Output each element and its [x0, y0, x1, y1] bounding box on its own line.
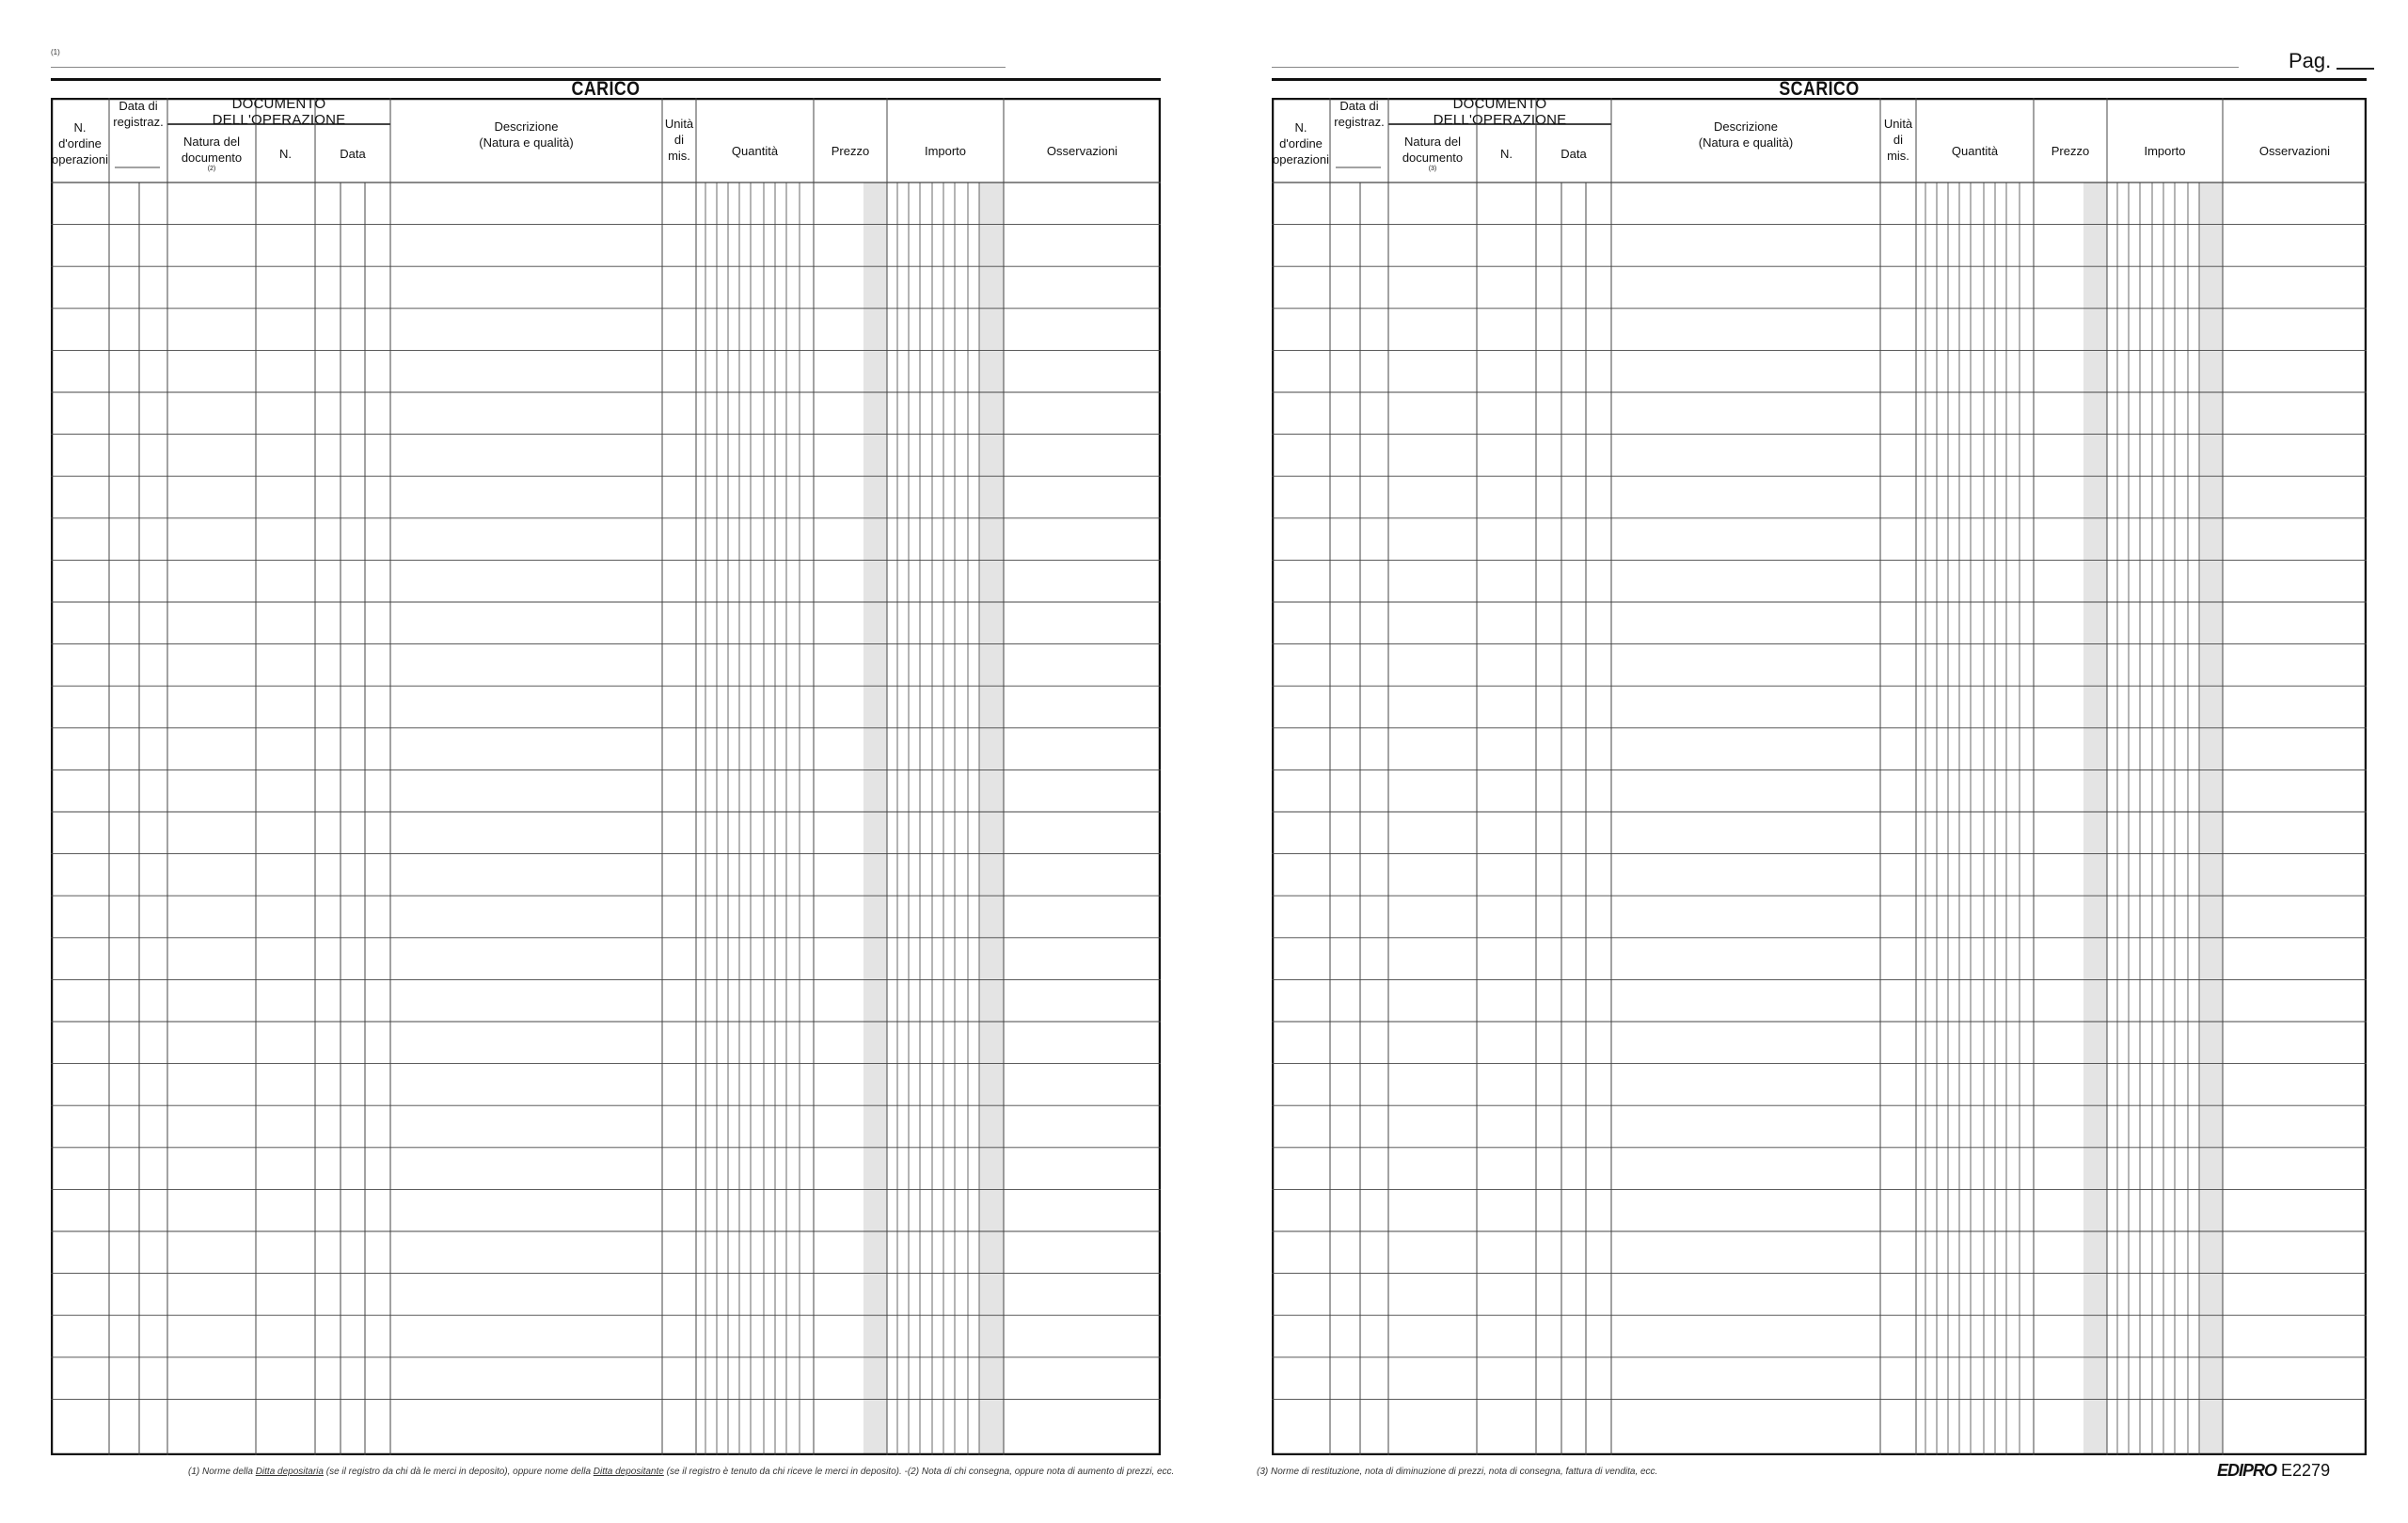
carico-ledger-table: [51, 98, 1161, 1455]
form-code: E2279: [2281, 1461, 2331, 1480]
header-documento-operazione: DOCUMENTO DELL'OPERAZIONE: [1433, 96, 1567, 128]
scarico-ledger-table: [1272, 98, 2367, 1455]
header-n-ordine: N. d'ordine operazioni: [52, 119, 108, 167]
carico-title-bar: [51, 78, 1161, 98]
header-numero: N.: [1500, 146, 1513, 161]
page-number-field[interactable]: [2337, 68, 2374, 70]
header-data-registrazione: Data di registraz.: [113, 99, 164, 129]
prezzo-decimal-shade: [863, 182, 887, 1455]
header-unita-misura: Unità di mis.: [1883, 116, 1913, 163]
scarico-title: SCARICO: [1779, 78, 1860, 100]
scarico-grid: [1272, 98, 2367, 1455]
left-top-line: [51, 67, 1006, 68]
header-n-ordine: N. d'ordine operazioni: [1273, 119, 1329, 167]
header-natura-documento: Natura del documento (2): [181, 135, 243, 172]
edipro-logo: EDIPRO: [2217, 1461, 2277, 1480]
carico-grid: [51, 98, 1161, 1455]
header-quantita: Quantità: [731, 143, 779, 158]
header-descrizione: Descrizione (Natura e qualità): [1698, 119, 1794, 150]
header-numero: N.: [279, 146, 292, 161]
header-importo: Importo: [924, 143, 967, 158]
header-osservazioni: Osservazioni: [1046, 143, 1118, 158]
header-quantita: Quantità: [1951, 143, 1999, 158]
header-osservazioni: Osservazioni: [2258, 143, 2331, 158]
header-importo: Importo: [2144, 143, 2186, 158]
prezzo-decimal-shade: [2083, 182, 2107, 1455]
importo-decimal-shade: [2199, 182, 2223, 1455]
header-natura-documento: Natura del documento (3): [1402, 135, 1464, 172]
importo-decimal-shade: [979, 182, 1004, 1455]
header-data: Data: [340, 146, 366, 161]
carico-footnote: (1) Norme della Ditta depositaria (se il registro da chi dà le merci in deposito), oppure nome della Ditta depositante (se il registro è tenuto da chi riceve le merci in deposito). -(2) Nota di chi consegna, oppure nota di aumento di prezzi, ecc.: [188, 1467, 1175, 1477]
header-documento-operazione: DOCUMENTO DELL'OPERAZIONE: [212, 96, 346, 128]
scarico-footnote: (3) Norme di restituzione, nota di diminuzione di prezzi, nota di consegna, fattura di vendita, ecc.: [1257, 1467, 1658, 1477]
scarico-title-bar: [1272, 78, 2367, 98]
right-top-line: [1272, 67, 2239, 68]
carico-title: CARICO: [571, 78, 641, 100]
header-unita-misura: Unità di mis.: [664, 116, 694, 163]
header-data: Data: [1560, 146, 1587, 161]
header-prezzo: Prezzo: [831, 143, 870, 158]
brand-mark: [2217, 1461, 2330, 1481]
header-data-registrazione: Data di registraz.: [1334, 99, 1385, 129]
page-number-label: Pag.: [2289, 49, 2332, 72]
header-descrizione: Descrizione (Natura e qualità): [479, 119, 574, 150]
left-ref-mark: (1): [51, 48, 60, 56]
header-prezzo: Prezzo: [2051, 143, 2090, 158]
